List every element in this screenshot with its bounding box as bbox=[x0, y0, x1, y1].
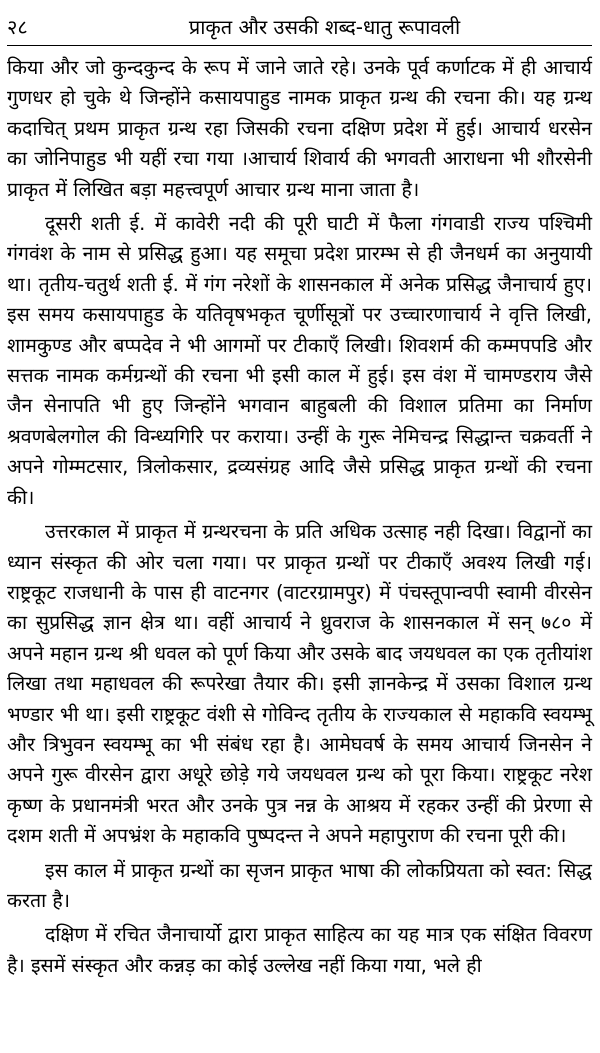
paragraph-5: दक्षिण में रचित जैनाचार्यो द्वारा प्राकृत साहित्य का यह मात्र एक संक्षित विवरण है। इसमें संस्कृत और कन्नड़ का कोई उल्लेख नहीं किया गया, भले ही bbox=[7, 923, 592, 977]
running-title: प्राकृत और उसकी शब्द-धातु रूपावली bbox=[188, 15, 461, 39]
paragraph-3: उत्तरकाल में प्राकृत में ग्रन्थरचना के प्रति अधिक उत्साह नही दिखा। विद्वानों का ध्यान संस्कृत की ओर चला गया। पर प्राकृत ग्रन्थों पर टीकाएँ अवश्य लिखी गई। राष्ट्रकूट राजधानी के पास ही वाटनगर (वाटरग्रामपुर) में पंचस्तूपान्वपी स्वामी वीरसेन का सुप्रसिद्ध ज्ञान क्षेत्र था। वहीं आचार्य ने ध्रुवराज के शासनकाल में सन् ७८० में अपने महान ग्रन्थ श्री धवल को पूर्ण किया और उसके बाद जयधवल का एक तृतीयांश लिखा तथा महाधवल की रूपरेखा तैयार की। इसी ज्ञानकेन्द्र में उसका विशाल ग्रन्थ भण्डार भी था। इसी राष्ट्रकूट वंशी से गोविन्द तृतीय के राज्यकाल से महाकवि स्वयम्भू और त्रिभुवन स्वयम्भू का भी संबंध रहा है। आमेघवर्ष के समय आचार्य जिनसेन ने अपने गुरू वीरसेन द्वारा अधूरे छोड़े गये जयधवल ग्रन्थ को पूरा किया। राष्ट्रकूट नरेश कृष्ण के प्रधानमंत्री भरत और उनके पुत्र नन्न के आश्रय में रहकर उन्हीं की प्रेरणा से दशम शती में अपभ्रंश के महाकवि पुष्पदन्त ने अपने महापुराण की रचना पूरी की। bbox=[7, 520, 592, 848]
paragraph-4: इस काल में प्राकृत ग्रन्थों का सृजन प्राकृत भाषा की लोकप्रियता को स्वत: सिद्ध करता है। bbox=[7, 858, 592, 912]
body-text bbox=[7, 53, 592, 981]
paragraph-1: किया और जो कुन्दकुन्द के रूप में जाने जाते रहे। उनके पूर्व कर्णाटक में ही आचार्य गुणधर हो चुके थे जिन्होंने कसायपाहुड नामक प्राकृत ग्रन्थ की रचना की। यह ग्रन्थ कदाचित् प्रथम प्राकृत ग्रन्थ रहा जिसकी रचना दक्षिण प्रदेश में हुई। आचार्य धरसेन का जोनिपाहुड भी यहीं रचा गया ।आचार्य शिवार्य की भगवती आराधना भी शौरसेनी प्राकृत में लिखित बड़ा महत्त्वपूर्ण आचार ग्रन्थ माना जाता है। bbox=[7, 56, 592, 201]
page-number: २८ bbox=[7, 15, 28, 39]
paragraph-2: दूसरी शती ई. में कावेरी नदी की पूरी घाटी में फैला गंगवाडी राज्य पश्चिमी गंगवंश के नाम से प्रसिद्ध हुआ। यह समूचा प्रदेश प्रारम्भ से ही जैनधर्म का अनुयायी था। तृतीय-चतुर्थ शती ई. में गंग नरेशों के शासनकाल में अनेक प्रसिद्ध जैनाचार्य हुए। इस समय कसायपाहुड के यतिवृषभकृत चूर्णीसूत्रों पर उच्चारणाचार्य ने वृत्ति लिखी, शामकुण्ड और बप्पदेव ने भी आगमों पर टीकाएँ लिखी। शिवशर्म की कम्मपपडि और सत्तक नामक कर्मग्रन्थों की रचना भी इसी काल में हुई। इस वंश में चामण्डराय जैसे जैन सेनापति भी हुए जिन्होंने भगवान बाहुबली की विशाल प्रतिमा का निर्माण श्रवणबेलगोल की विन्ध्यगिरि पर कराया। उन्हीं के गुरू नेमिचन्द्र सिद्धान्त चक्रवर्ती ने अपने गोम्मटसार, त्रिलोकसार, द्रव्यसंग्रह आदि जैसे प्रसिद्ध प्राकृत ग्रन्थों की रचना की। bbox=[7, 212, 592, 509]
page-header bbox=[7, 14, 592, 46]
